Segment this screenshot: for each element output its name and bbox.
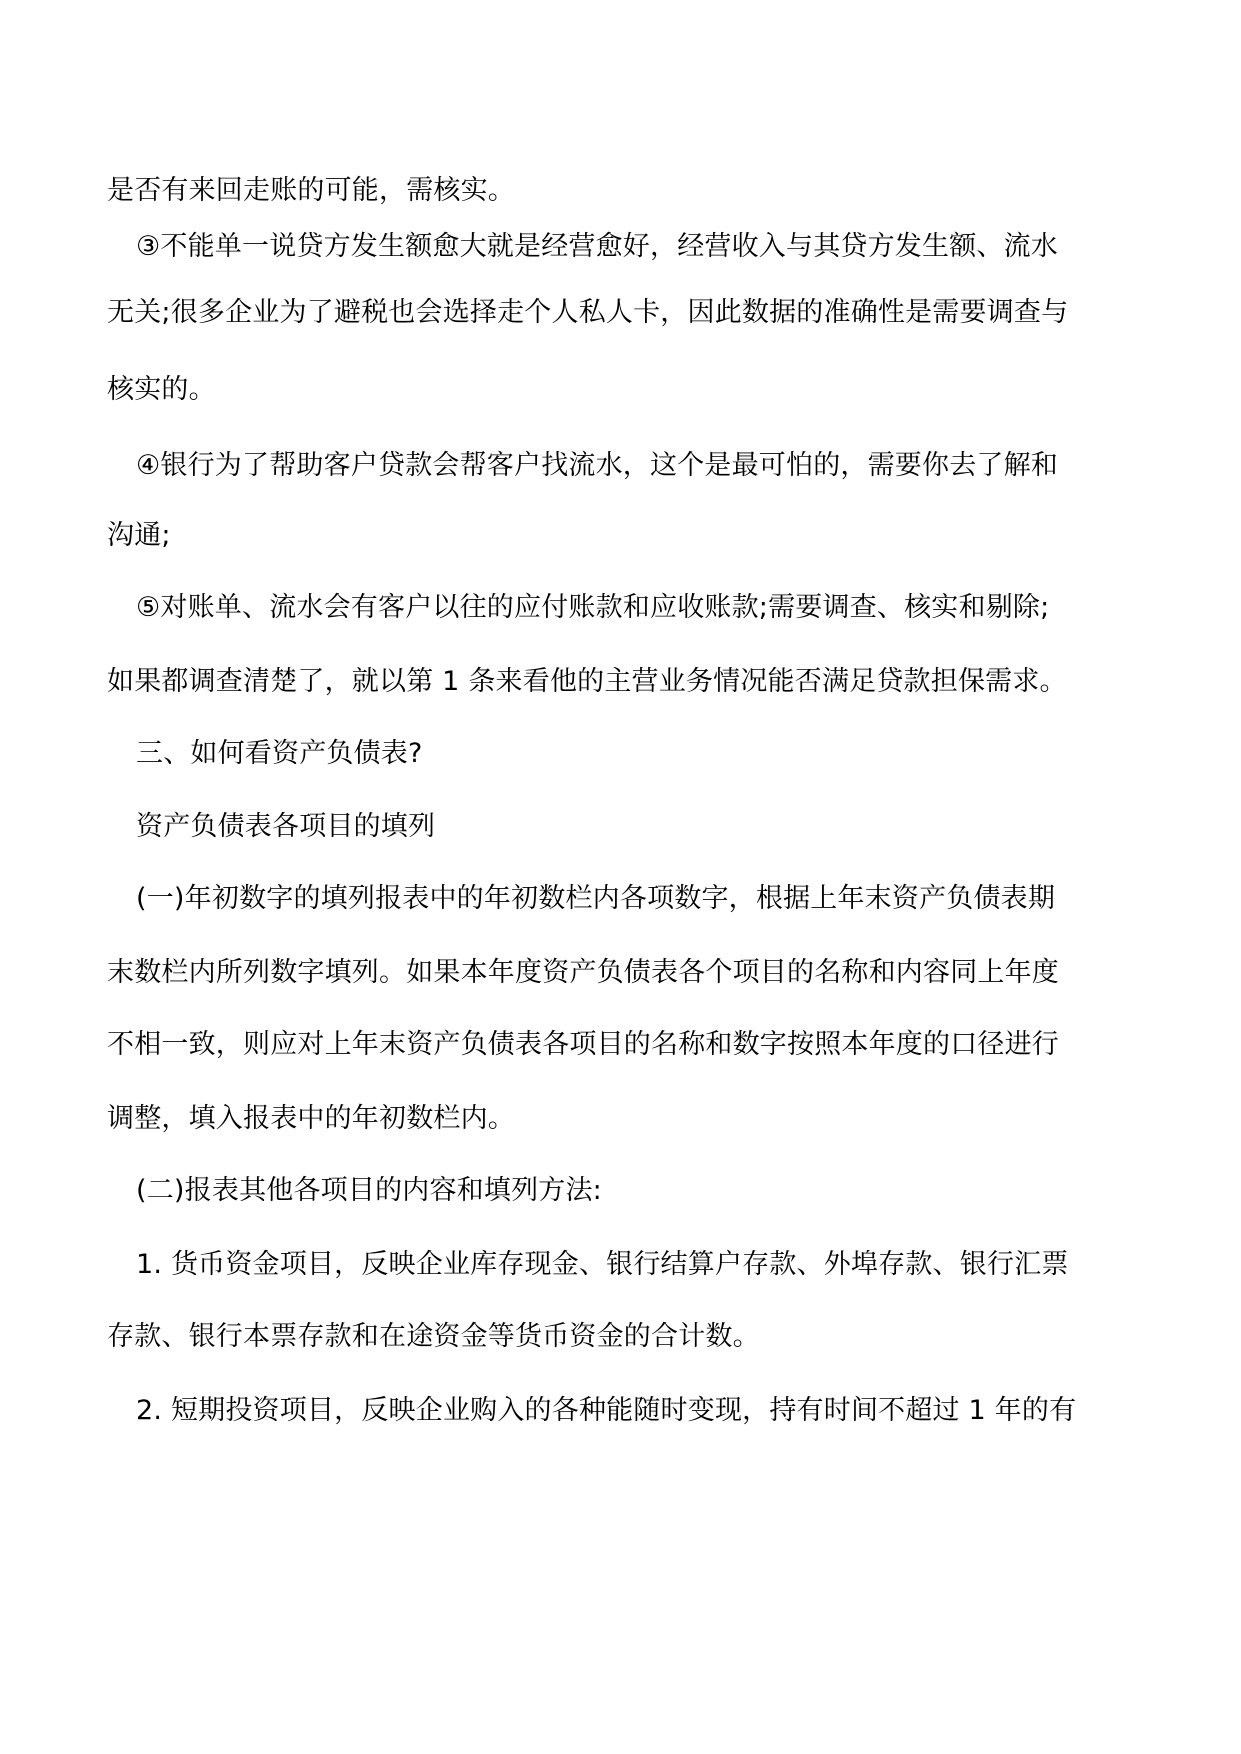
text-line: (一)年初数字的填列报表中的年初数栏内各项数字，根据上年末资产负债表期 [136,883,1056,914]
text-line: 是否有来回走账的可能，需核实。 [107,175,515,206]
text-line: 沟通; [107,520,171,551]
text-line: ⑤对账单、流水会有客户以往的应付账款和应收账款;需要调查、核实和剔除; [136,592,1050,623]
text-line: 存款、银行本票存款和在途资金等货币资金的合计数。 [107,1321,760,1352]
text-line: 1. 货币资金项目，反映企业库存现金、银行结算户存款、外埠存款、银行汇票 [136,1249,1069,1280]
text-line: ④银行为了帮助客户贷款会帮客户找流水，这个是最可怕的，需要你去了解和 [136,450,1059,481]
text-line: (二)报表其他各项目的内容和填列方法: [136,1175,602,1206]
text-line: 2. 短期投资项目，反映企业购入的各种能随时变现，持有时间不超过 1 年的有 [136,1395,1077,1426]
section-heading: 三、如何看资产负债表? [136,738,423,769]
text-line: ③不能单一说贷方发生额愈大就是经营愈好，经营收入与其贷方发生额、流水 [136,231,1059,262]
subsection-heading: 资产负债表各项目的填列 [136,811,436,842]
text-line: 核实的。 [107,374,216,405]
text-line: 调整，填入报表中的年初数栏内。 [107,1103,515,1134]
text-line: 如果都调查清楚了，就以第 1 条来看他的主营业务情况能否满足贷款担保需求。 [107,666,1067,697]
text-line: 末数栏内所列数字填列。如果本年度资产负债表各个项目的名称和内容同上年度 [107,957,1059,988]
text-line: 不相一致，则应对上年末资产负债表各项目的名称和数字按照本年度的口径进行 [107,1029,1059,1060]
text-line: 无关;很多企业为了避税也会选择走个人私人卡，因此数据的准确性是需要调查与 [107,297,1069,328]
